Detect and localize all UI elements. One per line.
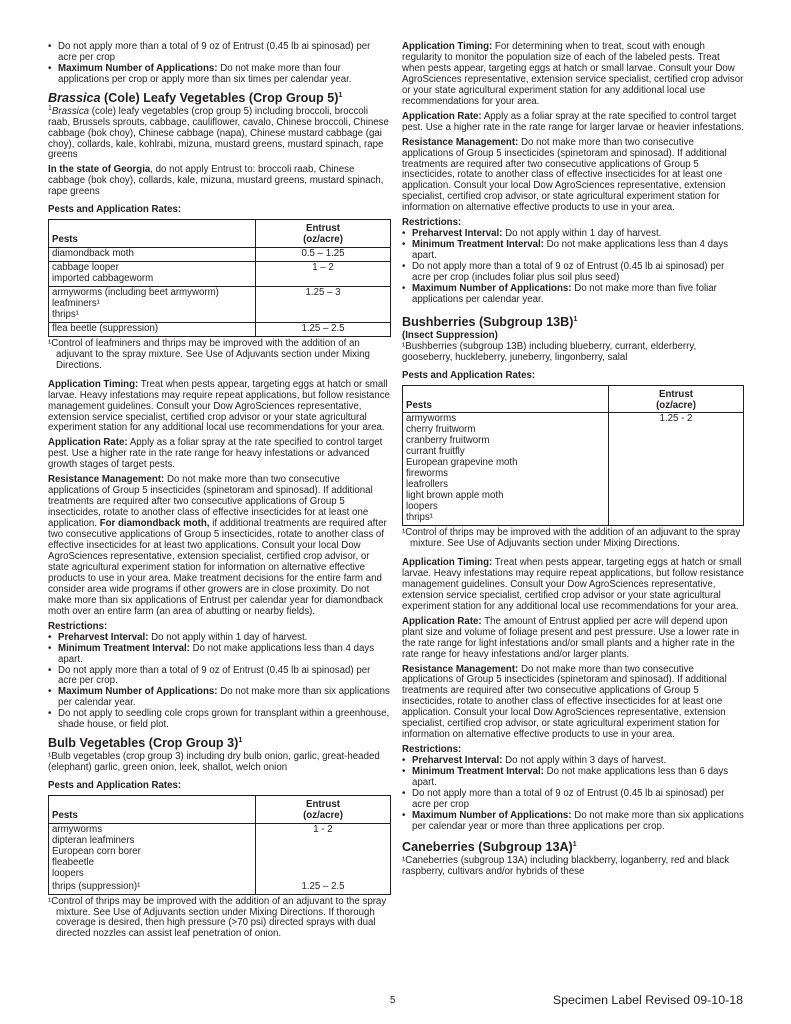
list-item: • Minimum Treatment Interval: Do not make applications less than 6 days apart. [402,767,744,789]
table-row: flea beetle (suppression) 1.25 – 2.5 [49,322,391,336]
application-timing: Application Timing: Treat when pests appear, targeting eggs at hatch or small larvae. Heavy infestations may require repeat applications, but follow resistance management guidelines. Consult your Dow AgroSciences representative, extension service specialist, certified crop advisor or your state agricultural experiment station for any additional local use recommendations for your area. [402,556,744,612]
bushberries-description: ¹Bushberries (subgroup 13B) including blueberry, currant, elderberry, gooseberry, huckleberry, juneberry, lingonberry, salal [402,340,697,363]
top-bullet-list [48,42,391,86]
column-header-rate: Entrust (oz/acre) [256,795,391,823]
column-header-rate: Entrust (oz/acre) [609,385,744,413]
application-rate: Application Rate: Apply as a foliar spray at the rate specified to control target pest. Use a higher rate in the rate range for larger larvae or heavier infestations. [402,110,744,133]
table-row: armyworms dipteran leafminers European corn borer fleabeetle loopers 1 - 2 [49,823,391,880]
list-item: • Preharvest Interval: Do not apply within 3 days of harvest. [402,756,744,767]
restrictions-list [402,756,744,833]
list-item: • Minimum Treatment Interval: Do not make applications less than 4 days apart. [48,644,391,666]
brassica-description: $^1$Brassica (cole) leafy vegetables (crop group 5) including broccoli, broccoli raab, Brussels sprouts, cabbage, cauliflower, cavalo, Chinese broccoli, Chinese cabbage (bok choy), Chinese cabbage (napa), Chinese mustard cabbage (gai choy), collards, kale, kohlrabi, mizuna, mustard greens, mustard spinach, rape greens [48,104,389,161]
bulb-description: ¹Bulb vegetables (crop group 3) including dry bulb onion, garlic, great-headed (elephant) garlic, green onion, leek, shallot, welch onion [48,751,380,774]
bushberries-rates-table [402,385,744,526]
rates-heading: Pests and Application Rates: [48,779,182,791]
list-item: • Do not apply to seedling cole crops grown for transplant within a greenhouse, shade house, or field plot. [48,709,391,731]
restrictions-list [402,229,744,306]
restrictions-heading: Restrictions: [48,620,108,632]
georgia-restriction: In the state of Georgia, do not apply Entrust to: broccoli raab, Chinese cabbage (bok choy), collards, kale, mizuna, mustard greens, mustard spinach, rape greens [48,164,384,198]
table-row: armyworms (including beet armyworm) leafminers¹ thrips¹ 1.25 – 3 [49,287,391,323]
list-item: • Do not apply more than a total of 9 oz of Entrust (0.45 lb ai spinosad) per acre per crop [48,42,391,64]
application-rate: Application Rate: The amount of Entrust applied per acre will depend upon plant size and volume of foliage present and pest pressure. Use a lower rate in the rate range for light infestations and/or small plants and a higher rate in the rate range for heavy infestations and/or larger plants. [402,615,740,660]
rates-heading: Pests and Application Rates: [402,369,536,381]
section-subtitle: (Insect Suppression) [402,329,498,341]
table-row: cabbage looper imported cabbageworm 1 – 2 [49,262,391,287]
application-timing: Application Timing: For determining when to treat, scout with enough regularity to monitor the population size of each of the labeled pests. Treat when pests appear, targeting eggs at hatch or small larvae. Consult your Dow AgroSciences representative, extension service specialist, certified crop advisor or your state agricultural experiment station for any additional local use recommendations for your area. [402,41,744,107]
resistance-management: Resistance Management: Do not make more than two consecutive applications of Group 5 insecticides (spinetoram and spinosad). If additional treatments are required after two consecutive applications of Group 5 insecticides, rotate to another class of effective insecticides for at least one application. Consult your local Dow AgroSciences representative, extension specialist, certified crop advisor, or state agricultural experiment station for information on alternative effective products to use in your area. [402,136,727,214]
section-title-caneberries: Caneberries (Subgroup 13A)$^1$ [402,839,577,854]
caneberries-description: ¹Caneberries (subgroup 13A) including blackberry, loganberry, red and black raspberry, cultivars and/or hybrids of these [402,854,730,877]
list-item: • Maximum Number of Applications: Do not make more than five foliar applications per calendar year. [402,284,744,306]
table-row: thrips (suppression)¹ 1.25 – 2.5 [49,881,391,894]
restrictions-heading: Restrictions: [402,217,462,229]
page-number: 5 [390,995,396,1006]
list-item: • Preharvest Interval: Do not apply within 1 day of harvest. [402,229,744,240]
resistance-management: Resistance Management: Do not make more than two consecutive applications of Group 5 insecticides (spinetoram and spinosad). If additional treatments are required after two consecutive applications of Group 5 insecticides, rotate to another class of effective insecticides for at least one application. Consult your local Dow AgroSciences representative, extension specialist, certified crop advisor, or state agricultural experiment station for information on alternative effective products to use in your area. [402,663,727,741]
table-row: diamondback moth 0.5 – 1.25 [49,248,391,262]
table-row: armyworms cherry fruitworm cranberry fruitworm currant fruitfly European grapevine moth fireworms leafrollers light brown apple moth loopers thrips¹ 1.25 - 2 [403,413,744,526]
list-item: • Maximum Number of Applications: Do not make more than six applications per calendar year. [48,687,391,709]
list-item: • Minimum Treatment Interval: Do not make applications less than 4 days apart. [402,240,744,262]
table-footnote: ¹Control of thrips may be improved with the addition of an adjuvant to the spray mixture. See Use of Adjuvants section under Mixing Directions. If thorough coverage is desired, then high pressure (>70 psi) directed sprays with dual directed nozzles can assist leaf penetration of onion. [48,895,387,940]
list-item: • Do not apply more than a total of 9 oz of Entrust (0.45 lb ai spinosad) per acre per crop. [48,666,391,688]
table-footnote: ¹Control of leafminers and thrips may be improved with the addition of an adjuvant to the spray mixture. See Use of Adjuvants section under Mixing Directions. [48,337,370,371]
right-column [402,42,744,882]
section-title-bulb: Bulb Vegetables (Crop Group 3)$^1$ [48,736,243,751]
list-item: • Do not apply more than a total of 9 oz of Entrust (0.45 lb ai spinosad) per acre per crop (includes foliar plus soil plus seed) [402,262,744,284]
column-header-rate: Entrust (oz/acre) [256,220,391,248]
bulb-rates-table [48,795,391,895]
rates-heading: Pests and Application Rates: [48,204,182,216]
table-footnote: ¹Control of thrips may be improved with the addition of an adjuvant to the spray mixture. See Use of Adjuvants section under Mixing Directions. [402,527,741,549]
restrictions-list [48,633,391,732]
resistance-management: Resistance Management: Do not make more than two consecutive applications of Group 5 insecticides (spinetoram and spinosad). If additional treatments are required after two consecutive applications of Group 5 insecticides, rotate to another class of effective insecticides for at least one application. For diamondback moth, if additional treatments are required after two consecutive applications of Group 5 insecticides, rotate to another class of effective insecticides for at least two applications. Consult your local Dow AgroSciences representative, extension specialist, certified crop advisor, or state agricultural experiment station for information on alternative effective products to use in your area. Make treatment decisions for the entire farm and consider area wide programs if other growers are in close proximity. Do not make more than six applications of Entrust per calendar year for diamondback moth over an entire farm (an area of abutting or nearby fields). [48,474,387,617]
column-header-pests: Pests [403,385,609,413]
list-item: • Maximum Number of Applications: Do not make more than six applications per calendar year or more than three applications per crop. [402,811,744,833]
column-header-pests: Pests [49,220,256,248]
section-title-bushberries: Bushberries (Subgroup 13B)$^1$ [402,314,578,329]
left-column [48,42,391,944]
list-item: • Maximum Number of Applications: Do not make more than four applications per crop or apply more than six times per calendar year. [48,64,391,86]
column-header-pests: Pests [49,795,256,823]
application-rate: Application Rate: Apply as a foliar spray at the rate specified to control target pest. Use a higher rate in the rate range for heavy infestations or advanced growth stages of target pests. [48,437,383,471]
section-title-brassica: Brassica (Cole) Leafy Vegetables (Crop Group 5)$^1$ [48,90,343,105]
list-item: • Preharvest Interval: Do not apply within 1 day of harvest. [48,633,391,644]
brassica-rates-table [48,219,391,337]
application-timing: Application Timing: Treat when pests appear, targeting eggs at hatch or small larvae. Heavy infestations may require repeat applications, but follow resistance management guidelines. Consult your Dow AgroSciences representative, extension service specialist, certified crop advisor or your state agricultural experiment station for any additional local use recommendations for your area. [48,378,390,434]
restrictions-heading: Restrictions: [402,744,462,756]
list-item: • Do not apply more than a total of 9 oz of Entrust (0.45 lb ai spinosad) per acre per crop [402,789,744,811]
revision-note: Specimen Label Revised 09-10-18 [552,993,743,1007]
